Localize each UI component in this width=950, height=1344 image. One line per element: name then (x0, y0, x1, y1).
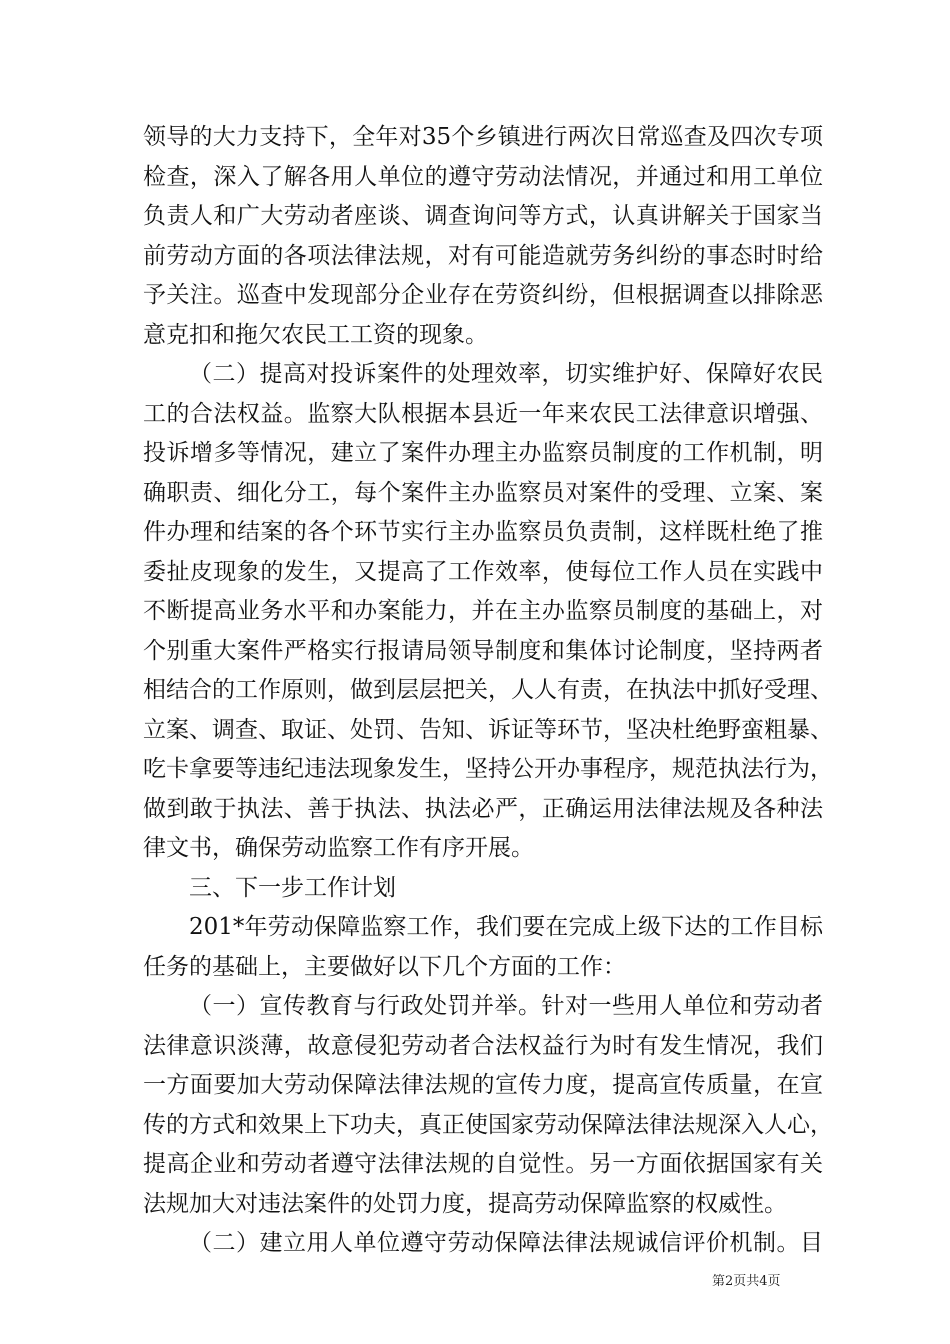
text-line: 工的合法权益。监察大队根据本县近一年来农民工法律意识增强、 (143, 400, 823, 427)
text-line: 律文书，确保劳动监察工作有序开展。 (143, 835, 534, 861)
text-line: 意克扣和拖欠农民工工资的现象。 (143, 321, 488, 348)
paragraph-start-line: （二）提高对投诉案件的处理效率，切实维护好、保障好农民 (189, 361, 823, 387)
paragraph-start-line: （一）宣传教育与行政处罚并举。针对一些用人单位和劳动者 (189, 993, 823, 1019)
text-line: 传的方式和效果上下功夫，真正使国家劳动保障法律法规深入人心， (143, 1111, 833, 1138)
page-number-footer: 第2页共4页 (712, 1274, 781, 1289)
text-line: 个别重大案件严格实行报请局领导制度和集体讨论制度，坚持两者 (143, 637, 823, 664)
text-line: 投诉增多等情况，建立了案件办理主办监察员制度的工作机制，明 (143, 440, 823, 466)
paragraph-start-line: 201*年劳动保障监察工作，我们要在完成上级下达的工作目标 (189, 914, 823, 940)
text-line: 任务的基础上，主要做好以下几个方面的工作： (143, 953, 626, 980)
text-line: 做到敢于执法、善于执法、执法必严，正确运用法律法规及各种法 (143, 795, 823, 822)
text-line: 法规加大对违法案件的处罚力度，提高劳动保障监察的权威性。 (143, 1190, 787, 1217)
text-line: 不断提高业务水平和办案能力，并在主办监察员制度的基础上，对 (143, 598, 823, 624)
text-line: 相结合的工作原则，做到层层把关，人人有责，在执法中抓好受理、 (143, 677, 833, 703)
text-line: 法律意识淡薄，故意侵犯劳动者合法权益行为时有发生情况，我们 (143, 1032, 823, 1059)
section-heading: 三、下一步工作计划 (189, 874, 396, 901)
text-line: 吃卡拿要等违纪违法现象发生，坚持公开办事程序，规范执法行为， (143, 756, 833, 782)
paragraph-start-line: （二）建立用人单位遵守劳动保障法律法规诚信评价机制。目 (189, 1230, 823, 1256)
text-line: 确职责、细化分工，每个案件主办监察员对案件的受理、立案、案 (143, 479, 823, 506)
text-line: 立案、调查、取证、处罚、告知、诉证等环节，坚决杜绝野蛮粗暴、 (143, 716, 833, 743)
text-line: 提高企业和劳动者遵守法律法规的自觉性。另一方面依据国家有关 (143, 1151, 823, 1177)
text-line: 予关注。巡查中发现部分企业存在劳资纠纷，但根据调查以排除恶 (143, 282, 823, 308)
text-line: 检查，深入了解各用人单位的遵守劳动法情况，并通过和用工单位 (143, 163, 823, 190)
text-line: 领导的大力支持下，全年对35个乡镇进行两次日常巡查及四次专项 (143, 124, 823, 150)
text-line: 一方面要加大劳动保障法律法规的宣传力度，提高宣传质量，在宣 (143, 1072, 823, 1098)
text-line: 委扯皮现象的发生，又提高了工作效率，使每位工作人员在实践中 (143, 558, 823, 585)
text-line: 负责人和广大劳动者座谈、调查询问等方式，认真讲解关于国家当 (143, 203, 823, 229)
text-line: 件办理和结案的各个环节实行主办监察员负责制，这样既杜绝了推 (143, 519, 823, 545)
text-line: 前劳动方面的各项法律法规，对有可能造就劳务纠纷的事态时时给 (143, 242, 823, 269)
body-text (143, 118, 833, 1264)
